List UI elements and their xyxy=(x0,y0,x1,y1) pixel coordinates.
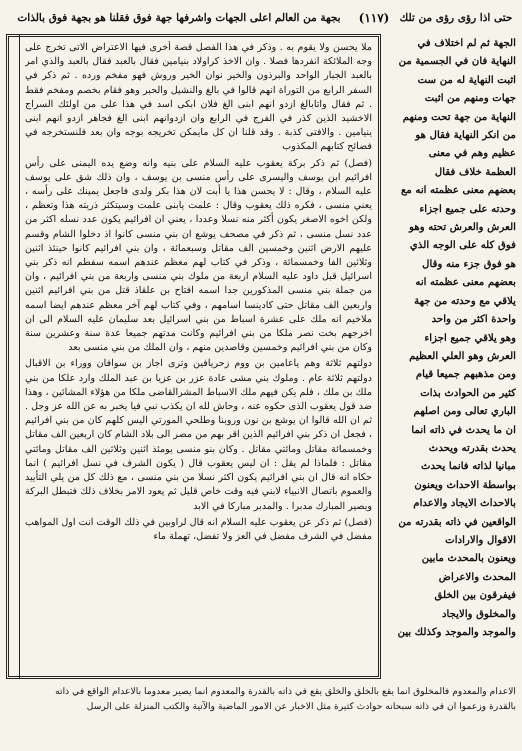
bottom-line: الاعدام والمعدوم فالمخلوق انما يقع بالخلق والخلق يقع في ذاته بالقدرة والمعدوم انما يصير معدوما بالاعدام الواقع في ذاته xyxy=(55,686,516,697)
margin-line: واحدة اكثر من واحد xyxy=(431,313,516,326)
margin-line: الجهة ثم لم اختلاف في xyxy=(417,37,516,49)
margin-line: اثبت النهاية له من ست xyxy=(417,73,516,86)
margin-line: ويعنون بالمحدث مابين xyxy=(421,552,516,565)
margin-line: جهات ومنهم من اثبت xyxy=(424,92,516,105)
main-paragraph-2: (فصل) ثم ذكر بركة يعقوب عليه السلام على بنيه وانه وضع يده اليمنى على رأس افرائيم ابن يوسف واليسرى على رأس منسى بن يوسف ، وان ذلك شق على يوسف عليه السلام ، وقال : لا يحسن هذا يا أبت لان هذا بكر ولدى فاجعل يمينك على رأسه ، يعني منسى ، فكره ذلك يعقوب وقال : علمت يابنى علمت وسيتكثر ذريته هذا وتعظم ، ولكن اخوه الاصغر يكون أكثر منه نسلا وعددا ، يعني ان افرائيم يكون عدد نسله اكثر من عدد نسل منسى ، ثم ذكر في مصحف يوشع ان بني منسى كانوا اذ دخلوا الشام وقسم عليهم الارض اثنين وخمسين الف مقاتل وسبعمائة ، وان بني افرائيم كانوا حينئذ اثنين وثلاثين الفا وخمسمائة ، وذكر في كتاب لهم معظم عندهم اسمه سفطم انه ذكر بني اسرائيل قبل داود عليه السلام اربعة من ملوك بني منسى واربعة من بني افرائيم ، وان من جملة بني منسى المذكورين جدا اسمه افتاح بن علقاذ قتل من بني افرائيم اثنين واربعين الف مقاتل حتى كادينسا اسامهم ، وفي كتاب لهم آخر معظم عندهم ايضا اسمه ملاخيم انه ملك على عشرة اسباط من بني اسرائيل بعد سليمان عليه السلام الى ان اخرجهم بخت نصر ملكا من بني افرائيم وكانت مدتهم جميعا عدة سنة وعشرين سنة وكان من بني افرائيم وخمسين وقاصدين منهم ، وان الملك من بني منسى بعد xyxy=(25,157,372,354)
margin-line: الواقعين في ذاته بقدرته من xyxy=(398,515,516,528)
running-title: بجهة من العالم اعلى الجهات واشرفها جهة فوق فقلنا هو بجهة فوق بالذات xyxy=(17,12,341,24)
margin-line: هو فوق جزء منه وقال xyxy=(422,257,516,270)
margin-line: بواسطة الاحداث ويعنون xyxy=(414,478,516,491)
margin-commentary xyxy=(386,34,516,679)
margin-line: النهاية من جهة تحت ومنهم xyxy=(402,110,516,123)
main-text-frame xyxy=(6,34,381,679)
margin-line: عظيم وهم في معنى xyxy=(428,147,516,160)
margin-line: ومن مذهبهم جميعا قيام xyxy=(415,368,516,381)
margin-line: العظمة خلاف فقال xyxy=(434,165,516,178)
margin-line: فيفرقون بين الخلق xyxy=(434,589,516,602)
bottom-commentary xyxy=(6,684,516,746)
margin-line: ان ما يحدث في ذاته انما xyxy=(411,423,516,436)
margin-line: مبانيا لذاته فانما يحدث xyxy=(420,460,516,473)
margin-line: النهاية فان في الجسمية من xyxy=(398,55,516,68)
margin-line: والموجد والموجد وكذلك بين xyxy=(397,626,516,638)
margin-line: العرش والعرش تحته وهو xyxy=(409,221,516,234)
margin-line: والمخلوق والايجاد xyxy=(441,607,516,620)
margin-line: بعضهم معنى عظمته انه مع xyxy=(400,184,516,197)
margin-line: كثير من الحوادث بذات xyxy=(420,386,516,399)
margin-line: من انكر النهاية فقال هو xyxy=(415,129,516,142)
page-header xyxy=(6,6,516,30)
margin-heading: حتى اذا رؤى رؤى من تلك xyxy=(399,12,513,24)
main-paragraph-4: (فصل) ثم ذكر عن يعقوب عليه السلام انه قال لراوبين في ذلك الوقت انت اول المواهب مفضل في الشرف مفضل في العز ولا تفضل، تهملة ماء xyxy=(25,516,372,542)
margin-line: الاقوال والارادات xyxy=(445,533,516,546)
page-number: (١١٧) xyxy=(358,11,390,25)
margin-line: وحدته على جميع اجزاء xyxy=(419,202,516,215)
margin-line: يلاقي مع وحدته من جهة xyxy=(414,294,516,307)
bottom-line: بالقدرة وزعموا ان في ذاته سبحانه حوادث كثيرة مثل الاخبار عن الامور الماضية والآتية والكتب المنزلة على الرسل xyxy=(86,701,516,713)
margin-line: بالاحداث الايجاد والاعدام xyxy=(413,497,516,510)
margin-line: العرش وهو العلي العظيم xyxy=(409,349,516,362)
main-paragraph-3: دولتهم ثلاثة وهم ياعامين بن ووم زحريافين وترى اجاز بن سوافان ووراء بن الاقبال دولتهم ثلاثة عام . وملوك بني مشى عادة عزر بن عزيا بن عبد الملك وارد علكا من بني ملك بن ملك ، فلم يكن فيهم ملك الاسباط المشرالقاضى ملكا من هؤلاء المشائين ، وهذا ضد قول يعقوب الذى حكوه عنه ، وحاش لله ان يكذب نبي فيا يخبر به عن الله عز وجل . ثم ان الله قالوا ان يوشع بن نون وروبنا وطلحي المورتي اليس كلهم كان من بني افرائيم ، فجعل ان ذكر بني افرائيم الذين اقر بهم من مصر الى بلاد الشام كان اربعين الف مقاتل وخمسمائة مقاتل ومائتي مقاتل . وكان بنو منسى يومئذ اثنين وثلاثين الف مقاتل ومائتي مقاتل : فلماذا لم يقل : ان ليس يعقوب قال ( يكون الشرف في نسل افرائيم ) انما حكاه انه قال ان بني افرائيم يكون اكثر نسلا من بني منسى ، مع ذلك كل من يلي التأييد والعموم باتصال الانبياء لابني فيه وقت خاص قليل ثم يعود الامر بخلاف ذلك فتبطل البركة ويصير المبارك مدبرا . والمدبر مباركا في الابد xyxy=(25,358,372,512)
margin-line: الباري تعالى ومن اصلهم xyxy=(413,405,516,418)
frame-inner-rule xyxy=(19,34,20,679)
margin-line: فوق كله على الوجه الذي xyxy=(409,239,516,252)
margin-line: المحدث والاعراض xyxy=(438,570,516,583)
main-paragraph-1: ملا يحسن ولا يقوم به . وذكر في هذا الفصل قصة أخرى فيها الاعتراض الاتى تخرج على وجه الملائكة انفردها فصلا . وان الاخذ كراولاد بنيامين فقال بالعبد فقال بالعبد والذي امر بالعبد الجبار الواحد والبرذون والخير نوان الخير وروش فهو مفخم ورده . ثم ذكر في السفر الرابع من التوراة انهم قالوا في بالغ والنشيل والحبر وهو فقام بخصم ومفخم فقط . ثم فقال واتابالغ ازدو انهم ابنى الغ فلان ابكى اسد في هذا على من اولئك السراج الاخشيد الذين كذر في الفرج في الرابع وان ازدوانهم ابنى الغ فجاهر ازدو انهم ابنى ينيامين . والافتى كذبة . وقد قلنا ان كل مايمكن تخريجه بوجه وان بعد فلنستخرجه في فضائح كتابهم المكذوب xyxy=(25,42,372,153)
main-text-body xyxy=(25,41,372,672)
margin-line: وهو يلاقي جميع اجزاء xyxy=(424,331,516,344)
margin-line: بعضهم معنى عظمته انه xyxy=(415,276,516,289)
margin-line: يحدث بقدرته ويحدث xyxy=(428,441,516,454)
